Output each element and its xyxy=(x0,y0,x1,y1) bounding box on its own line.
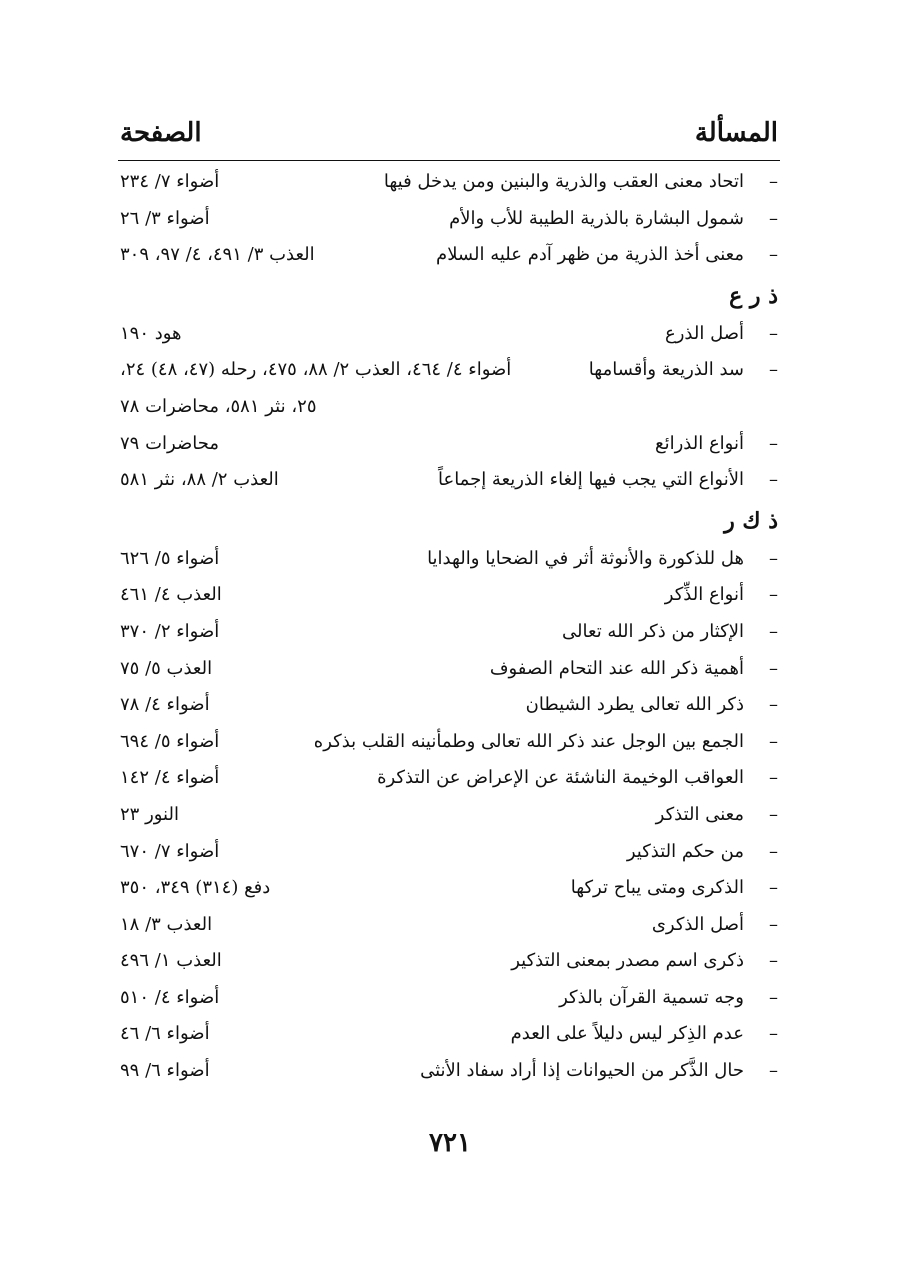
index-row xyxy=(0,871,900,908)
entry-reference: أضواء ٤/ ٥١٠ xyxy=(120,986,220,1008)
entry-reference: محاضرات ٧٩ xyxy=(120,432,219,454)
bullet-dash: – xyxy=(769,1023,778,1045)
index-row xyxy=(0,981,900,1018)
index-row xyxy=(0,944,900,981)
entry-topic: الجمع بين الوجل عند ذكر الله تعالى وطمأنينه القلب بذكره xyxy=(313,730,744,752)
entry-topic: هل للذكورة والأنوثة أثر في الضحايا والهدايا xyxy=(427,547,744,569)
entry-reference: أضواء ٤/ ٧٨ xyxy=(120,694,210,716)
bullet-dash: – xyxy=(769,950,778,972)
entry-topic: عدم الذِكر ليس دليلاً على العدم xyxy=(510,1023,744,1045)
entry-topic: ذكرى اسم مصدر بمعنى التذكير xyxy=(511,950,744,972)
entry-reference: أضواء ٧/ ٦٧٠ xyxy=(120,840,220,862)
index-row xyxy=(0,542,900,579)
bullet-dash: – xyxy=(769,620,778,642)
entry-topic: معنى التذكر xyxy=(655,803,744,825)
entry-topic: الأنواع التي يجب فيها إلغاء الذريعة إجماعاً xyxy=(437,469,744,491)
entry-reference: ٢٥، نثر ٥٨١، محاضرات ٧٨ xyxy=(120,395,317,417)
bullet-dash: – xyxy=(769,547,778,569)
entry-topic: الإكثار من ذكر الله تعالى xyxy=(562,620,744,642)
entry-topic: العواقب الوخيمة الناشئة عن الإعراض عن التذكرة xyxy=(377,767,744,789)
entry-topic: أصل الذكرى xyxy=(651,913,744,935)
bullet-dash: – xyxy=(769,1060,778,1082)
entry-reference: أضواء ٥/ ٦٩٤ xyxy=(120,730,220,752)
page-number: ٧٢١ xyxy=(429,1128,471,1158)
bullet-dash: – xyxy=(769,657,778,679)
bullet-dash: – xyxy=(769,730,778,752)
entry-reference: العذب ٤/ ٤٦١ xyxy=(120,584,222,606)
entry-topic: أنواع الذِّكر xyxy=(664,584,744,606)
entry-reference: أضواء ٤/ ١٤٢ xyxy=(120,767,220,789)
entry-reference: دفع (٣١٤) ٣٤٩، ٣٥٠ xyxy=(120,877,271,899)
entry-reference: العذب ٣/ ٤٩١، ٤/ ٩٧، ٣٠٩ xyxy=(120,244,315,266)
index-row xyxy=(0,1017,900,1054)
entry-topic: من حكم التذكير xyxy=(626,840,744,862)
bullet-dash: – xyxy=(769,694,778,716)
bullet-dash: – xyxy=(769,244,778,266)
bullet-dash: – xyxy=(769,877,778,899)
entry-reference: هود ١٩٠ xyxy=(120,322,182,344)
index-row xyxy=(0,165,900,202)
index-row xyxy=(0,615,900,652)
page-column-heading: الصفحة xyxy=(120,118,202,148)
index-row xyxy=(0,202,900,239)
index-row xyxy=(0,652,900,689)
entry-topic: اتحاد معنى العقب والذرية والبنين ومن يدخل فيها xyxy=(383,171,744,192)
index-row xyxy=(0,463,900,500)
bullet-dash: – xyxy=(769,913,778,935)
entry-reference: أضواء ٢/ ٣٧٠ xyxy=(120,620,220,642)
bullet-dash: – xyxy=(769,986,778,1008)
entry-topic: شمول البشارة بالذرية الطيبة للأب والأم xyxy=(449,207,744,229)
bullet-dash: – xyxy=(769,207,778,229)
entry-topic: معنى أخذ الذرية من ظهر آدم عليه السلام xyxy=(436,244,744,266)
root-heading-text: ذ ك ر xyxy=(724,507,778,534)
issue-column-heading: المسألة xyxy=(694,118,778,148)
bullet-dash: – xyxy=(769,803,778,825)
entry-topic: الذكرى ومتى يباح تركها xyxy=(570,877,744,899)
index-row xyxy=(0,798,900,835)
index-row xyxy=(0,908,900,945)
root-heading xyxy=(0,500,900,542)
index-row xyxy=(0,238,900,275)
entry-topic: أهمية ذكر الله عند التحام الصفوف xyxy=(489,657,744,679)
bullet-dash: – xyxy=(769,584,778,606)
index-row xyxy=(0,688,900,725)
index-row xyxy=(0,725,900,762)
root-heading xyxy=(0,275,900,317)
bullet-dash: – xyxy=(769,171,778,192)
entry-reference: العذب ٥/ ٧٥ xyxy=(120,657,213,679)
entry-topic: سد الذريعة وأقسامها xyxy=(588,359,744,381)
bullet-dash: – xyxy=(769,432,778,454)
entry-reference: أضواء ٥/ ٦٢٦ xyxy=(120,547,220,569)
entry-reference: أضواء ٧/ ٢٣٤ xyxy=(120,171,220,192)
index-row xyxy=(0,1054,900,1091)
entry-reference: أضواء ٤/ ٤٦٤، العذب ٢/ ٨٨، ٤٧٥، رحله (٤٧، ٤٨) ٢٤، xyxy=(120,359,512,381)
index-row xyxy=(0,353,900,390)
bullet-dash: – xyxy=(769,322,778,344)
index-row xyxy=(0,578,900,615)
bullet-dash: – xyxy=(769,359,778,381)
index-row-continuation xyxy=(0,390,900,427)
entry-topic: أصل الذرع xyxy=(664,322,744,344)
entry-topic: حال الذَّكر من الحيوانات إذا أراد سفاد الأنثى xyxy=(420,1060,744,1082)
index-entries xyxy=(0,165,900,1091)
index-row xyxy=(0,427,900,464)
entry-reference: العذب ١/ ٤٩٦ xyxy=(120,950,222,972)
bullet-dash: – xyxy=(769,767,778,789)
entry-reference: أضواء ٣/ ٢٦ xyxy=(120,207,210,229)
header-divider xyxy=(118,160,780,161)
index-row xyxy=(0,761,900,798)
entry-reference: العذب ٣/ ١٨ xyxy=(120,913,213,935)
entry-topic: ذكر الله تعالى يطرد الشيطان xyxy=(525,694,744,716)
root-heading-text: ذ ر ع xyxy=(729,282,778,309)
entry-reference: العذب ٢/ ٨٨، نثر ٥٨١ xyxy=(120,469,279,491)
entry-topic: وجه تسمية القرآن بالذكر xyxy=(559,986,744,1008)
entry-reference: النور ٢٣ xyxy=(120,803,179,825)
index-row xyxy=(0,835,900,872)
table-header xyxy=(120,118,778,158)
bullet-dash: – xyxy=(769,469,778,491)
bullet-dash: – xyxy=(769,840,778,862)
index-row xyxy=(0,317,900,354)
entry-topic: أنواع الذرائع xyxy=(655,432,744,454)
entry-reference: أضواء ٦/ ٤٦ xyxy=(120,1023,210,1045)
entry-reference: أضواء ٦/ ٩٩ xyxy=(120,1060,210,1082)
